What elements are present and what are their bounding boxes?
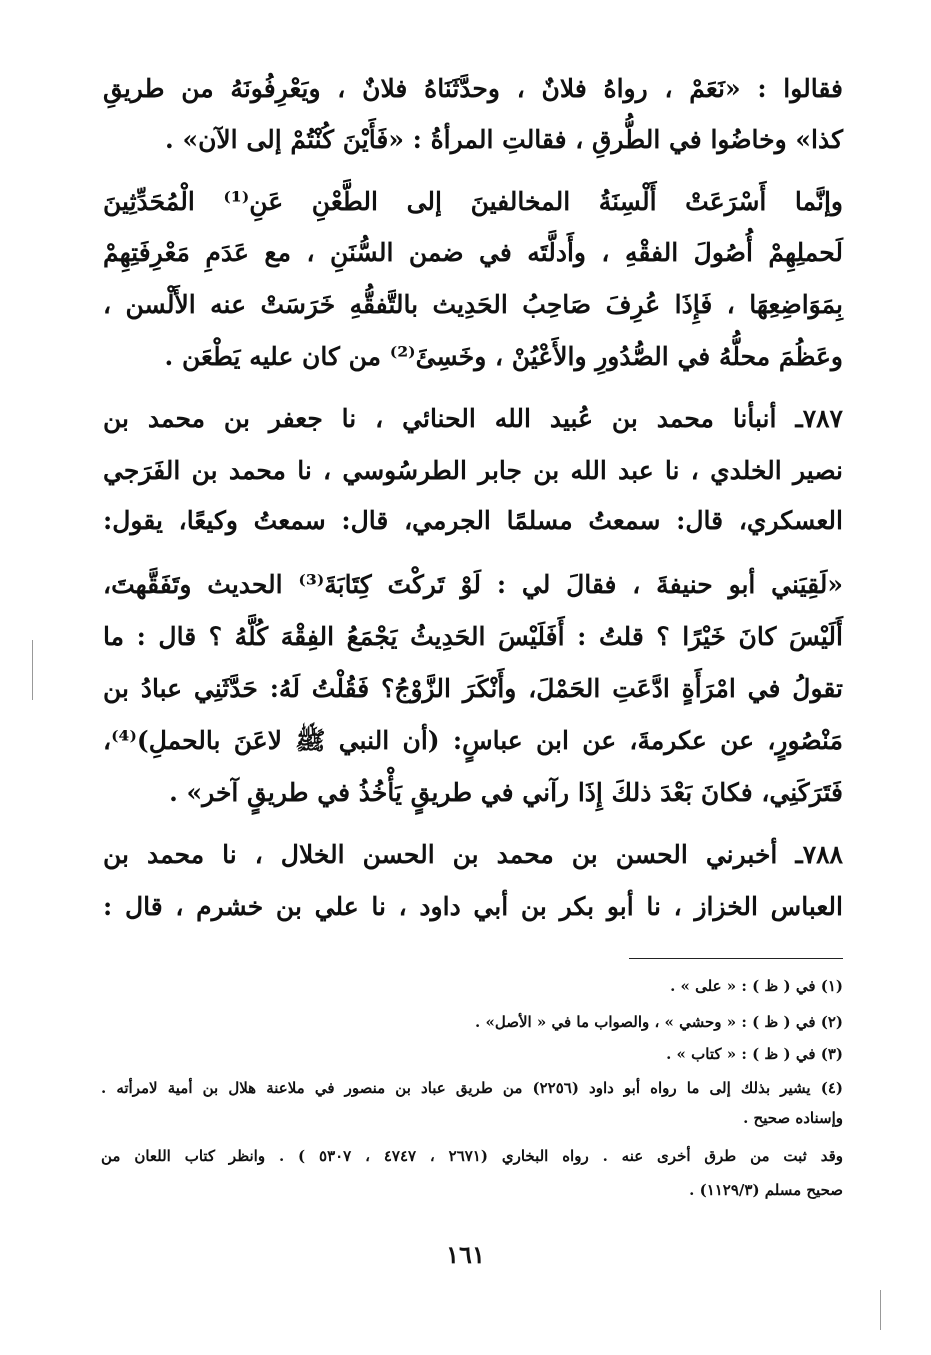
- text-line: تقولُ في امْرَأَةٍ ادَّعَتِ الحَمْلَ، وأَنْكَرَ الزَّوْجُ؟ فَقُلْتُ لَهُ: حَدَّثَنِي عبادُ بن: [103, 674, 843, 703]
- footnote: (٣) في ( ظ ) : « كتاب » .: [666, 1045, 843, 1063]
- text-line: أَلَيْسَ كانَ خَيْرًا ؟ قلتُ : أَفَلَيْسَ الحَدِيثُ يَجْمَعُ الفِقْهَ كُلَّهُ ؟ قال : ما: [103, 622, 843, 651]
- footnote: (١) في ( ظ ) : « على » .: [670, 977, 843, 995]
- scan-mark: [880, 1290, 881, 1330]
- text-line: العباس الخزاز ، نا أبو بكر بن أبي داود ، نا علي بن خشرم ، قال :: [103, 892, 843, 921]
- footnote-continuation: وإسناده صحيح .: [743, 1109, 843, 1127]
- footnote: (٤) يشير بذلك إلى ما رواه أبو داود (٢٢٥٦) من طريق عباد بن منصور في ملاعنة هلال بن أمية لامرأته .: [101, 1079, 843, 1097]
- text-line: وعَظُمَ محلُّهُ في الصُّدُورِ والأَعْيُنْ ، وخَسِئَ⁽²⁾ من كان عليه يَطْعَن .: [164, 342, 843, 371]
- footnote-continuation: صحيح مسلم (١١٢٩/٣) .: [689, 1181, 843, 1199]
- text-line: بِمَوَاضِعِهَا ، فَإِذَا عُرِفَ صَاحِبُ الحَدِيث بالتَّفقُّهِ خَرَسَتْ عنه الأَلْسن ،: [103, 290, 843, 319]
- footnote-separator: [629, 958, 843, 959]
- text-line: فَتَرَكَنِي، فكانَ بَعْدَ ذلكَ إِذَا رآني في طريقٍ يَأْخُذُ في طريقٍ آخر» .: [169, 778, 843, 807]
- text-line: وإنَّما أَسْرَعَتْ أَلْسِنَةُ المخالفينَ إلى الطَّعْنِ عَنِ⁽¹⁾ الْمُحَدِّثِينَ: [103, 187, 843, 216]
- scan-mark: [32, 640, 33, 700]
- text-line: فقالوا : «نَعَمْ ، رواهُ فلانٌ ، وحدَّثَنَاهُ فلانٌ ، ويَعْرِفُونَهُ من طريقِ: [103, 74, 843, 103]
- footnote: (٢) في ( ظ ) : « وحشي » ، والصواب ما في « الأصل» .: [475, 1013, 843, 1031]
- page-number: ١٦١: [446, 1240, 485, 1269]
- text-line: نصير الخلدي ، نا عبد الله بن جابر الطرسُوسي ، نا محمد بن الفَرَجي: [103, 456, 843, 485]
- text-line: لَحملِهِمْ أُصُولَ الفقْهِ ، وأَدلَّتَه في ضمن السُّنَنِ ، مع عَدَمِ مَعْرِفَتِهِمْ: [103, 238, 843, 267]
- text-line: «لَقِيَني أبو حنيفةَ ، فقالَ لي : لَوْ تَركْتَ كِتَابَةَ⁽³⁾ الحديث وتَفَقَّهتَ،: [103, 570, 843, 599]
- text-line: العسكري، قال: سمعتُ مسلمًا الجرمي، قال: سمعتُ وكيعًا، يقول:: [103, 506, 843, 535]
- text-line: كذا» وخاضُوا في الطُّرقِ ، فقالتِ المرأةُ : «فَأَيْنَ كُنْتُمْ إلى الآن» .: [165, 125, 843, 154]
- hadith-788-line: ٧٨٨ـ أخبرني الحسن بن محمد بن الحسن الخلال ، نا محمد بن: [103, 840, 843, 869]
- footnote-continuation: وقد ثبت من طرق أخرى عنه . رواه البخاري (٢٦٧١ ، ٤٧٤٧ ، ٥٣٠٧ ) . وانظر كتاب اللعان من: [101, 1147, 843, 1165]
- hadith-787-line: ٧٨٧ـ أنبأنا محمد بن عُبيد الله الحنائي ، نا جعفر بن محمد بن: [103, 404, 843, 433]
- text-line: مَنْصُورٍ، عن عكرمةَ، عن ابن عباسٍ: (أن النبي ﷺ لاعَنَ بالحملِ)⁽⁴⁾،: [103, 726, 843, 755]
